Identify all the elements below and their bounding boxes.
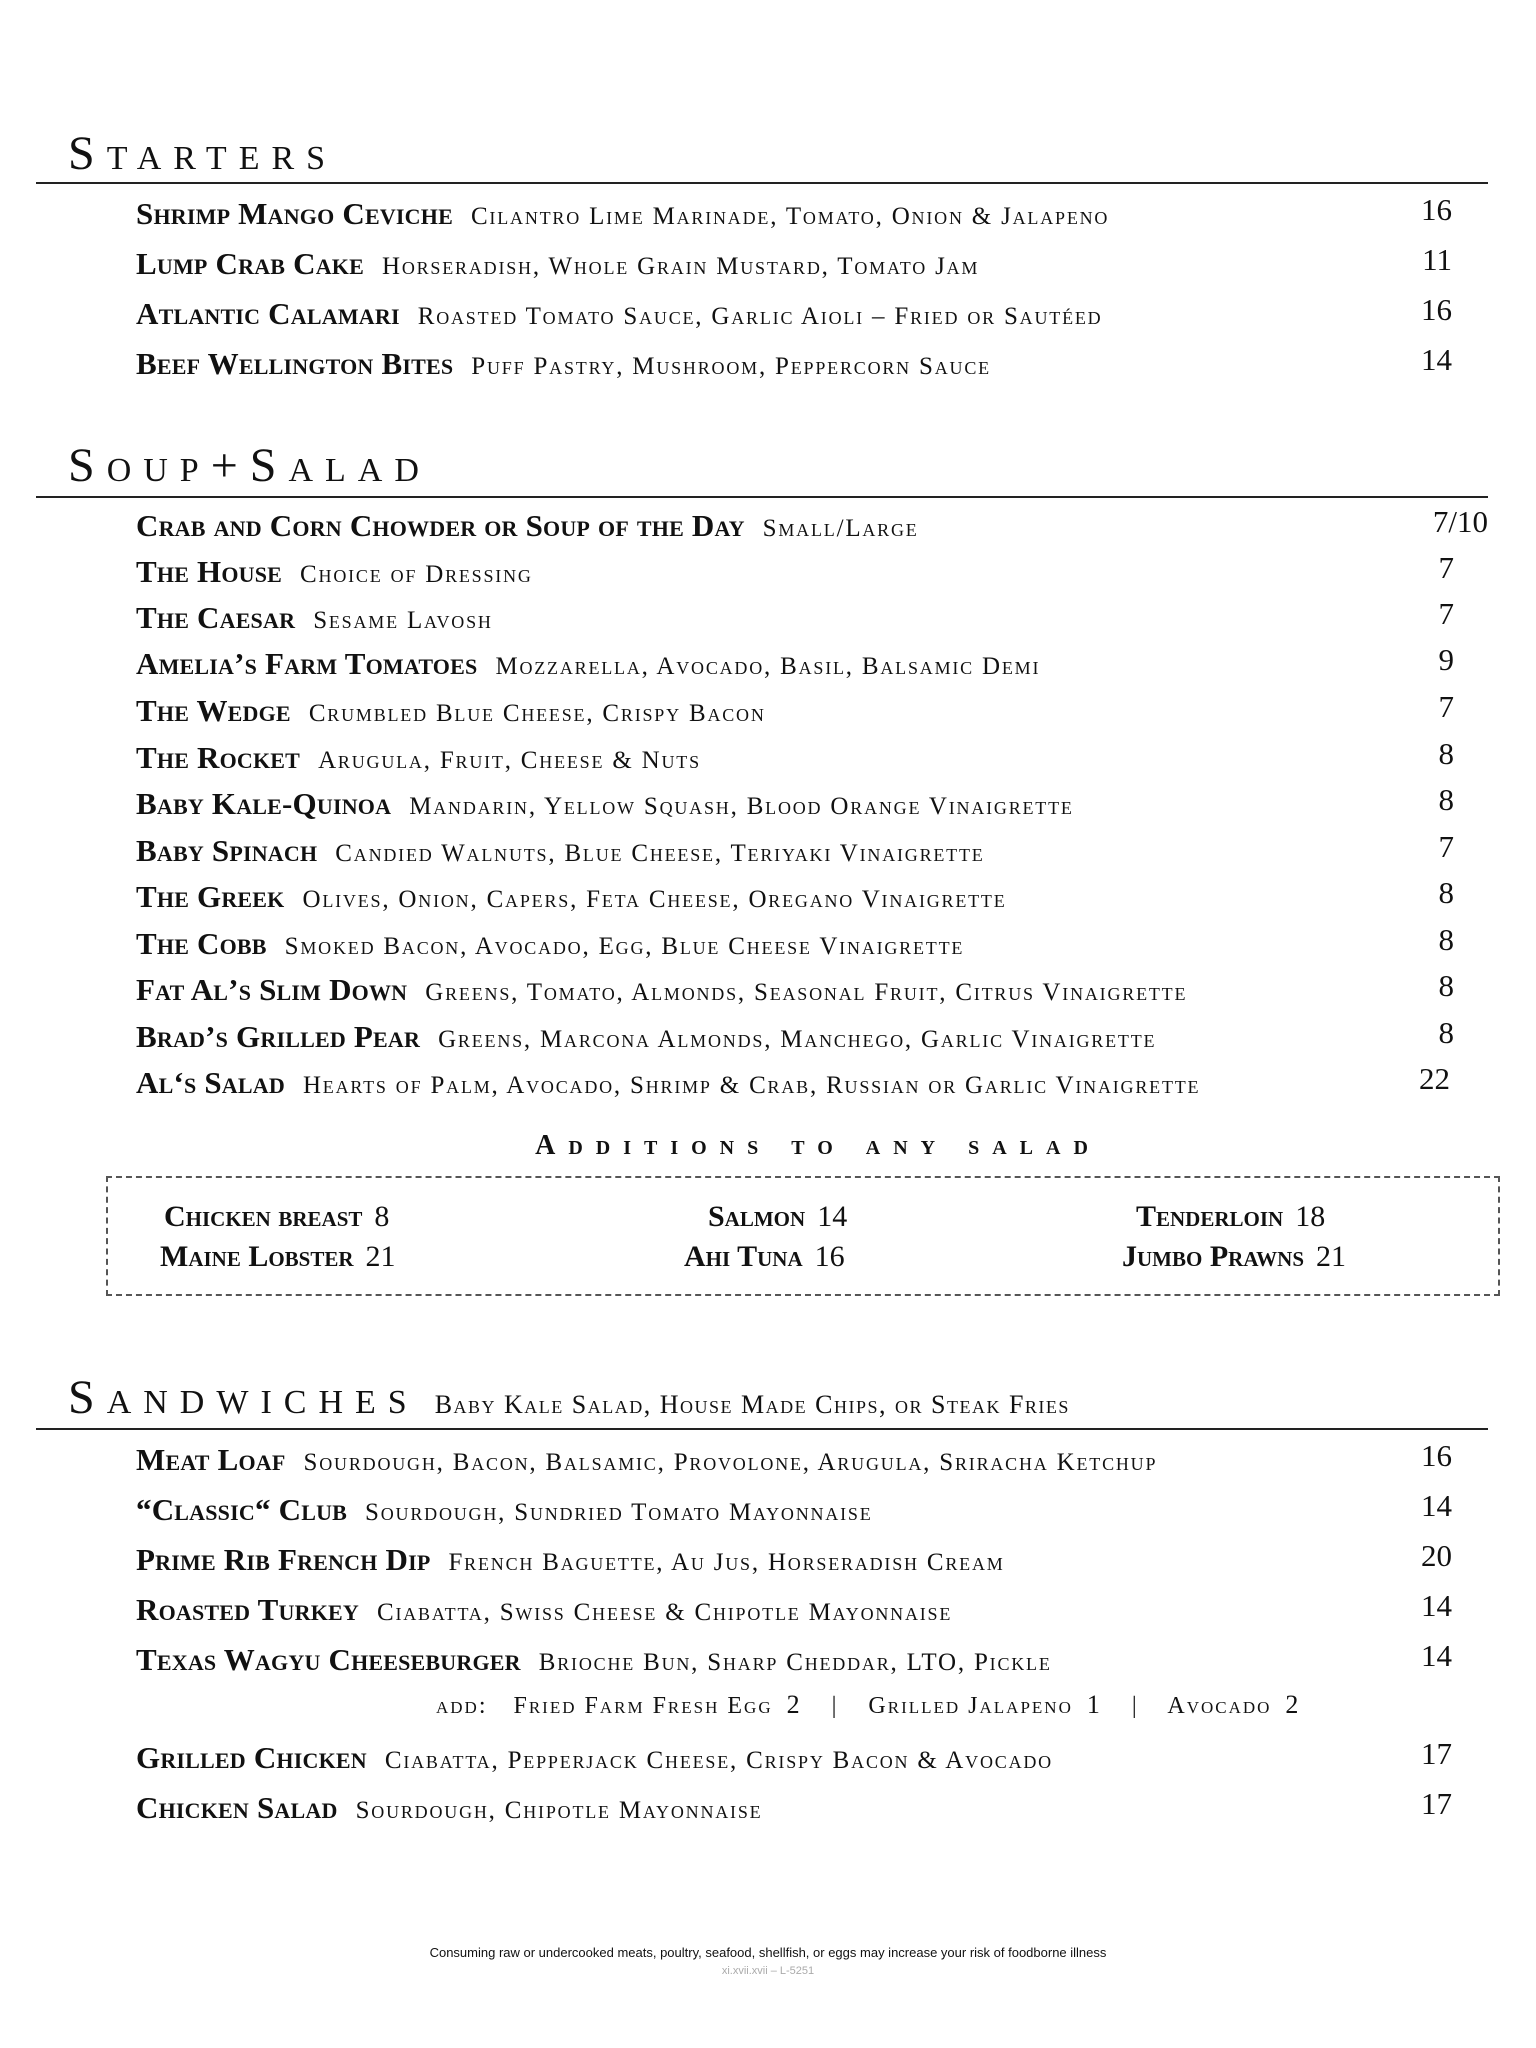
- addition-name: Tenderloin: [1136, 1200, 1284, 1233]
- item-description: Choice of Dressing: [300, 561, 533, 588]
- add-on-name: Fried Farm Fresh Egg: [513, 1693, 773, 1719]
- item-price: 8: [1438, 922, 1454, 957]
- item-description: Puff Pastry, Mushroom, Peppercorn Sauce: [471, 353, 991, 380]
- item-price: 8: [1438, 736, 1454, 771]
- addition-name: Salmon: [708, 1200, 806, 1233]
- menu-item: [136, 1061, 1452, 1105]
- menu-item: [136, 642, 1454, 686]
- allergy-warning: Consuming raw or undercooked meats, poultry, seafood, shellfish, or eggs may increase your risk of foodborne illness: [429, 1945, 1107, 1960]
- item-name: Shrimp Mango Ceviche: [136, 196, 453, 231]
- addition-name: Chicken breast: [164, 1200, 363, 1233]
- item-price: 8: [1438, 1015, 1454, 1050]
- item-description: Mozzarella, Avocado, Basil, Balsamic Demi: [495, 653, 1041, 680]
- addition-item: [1122, 1240, 1346, 1274]
- item-price: 17: [1421, 1736, 1452, 1771]
- item-description: Roasted Tomato Sauce, Garlic Aioli – Fried or Sautéed: [417, 303, 1103, 330]
- item-price: 7: [1438, 596, 1454, 631]
- menu-item: [136, 192, 1452, 236]
- addition-price: 14: [817, 1200, 848, 1233]
- item-name: Amelia’s Farm Tomatoes: [136, 646, 478, 681]
- add-on-price: 2: [786, 1690, 802, 1719]
- item-description: Sourdough, Bacon, Balsamic, Provolone, Arugula, Sriracha Ketchup: [303, 1449, 1158, 1476]
- item-description: French Baguette, Au Jus, Horseradish Cream: [448, 1549, 1005, 1576]
- menu-item: [136, 1488, 1452, 1532]
- section-title-text: Starters: [68, 127, 338, 180]
- add-label: add:: [436, 1693, 488, 1719]
- menu-code: xi.xvii.xvii – L-5251: [721, 1965, 815, 1977]
- item-price: 7: [1438, 550, 1454, 585]
- add-on-name: Grilled Jalapeno: [868, 1693, 1073, 1719]
- item-price: 7: [1438, 689, 1454, 724]
- menu-item: [136, 689, 1454, 733]
- add-on-price: 1: [1086, 1690, 1102, 1719]
- section-divider: [36, 182, 1488, 184]
- section-title-starters: [68, 126, 337, 181]
- item-description: Horseradish, Whole Grain Mustard, Tomato Jam: [381, 253, 980, 280]
- item-price: 16: [1421, 192, 1452, 227]
- item-name: Brad’s Grilled Pear: [136, 1019, 421, 1054]
- item-price: 22: [1419, 1061, 1450, 1096]
- item-description: Candied Walnuts, Blue Cheese, Teriyaki Vinaigrette: [335, 840, 985, 867]
- section-title-sandwiches: [68, 1370, 1070, 1425]
- section-title-soup-salad: [68, 438, 431, 493]
- addition-name: Maine Lobster: [160, 1240, 354, 1273]
- item-price: 8: [1438, 782, 1454, 817]
- menu-item: [136, 875, 1454, 919]
- menu-item: [136, 1538, 1452, 1582]
- item-price: 14: [1421, 1638, 1452, 1673]
- item-name: Baby Spinach: [136, 833, 318, 868]
- additions-title: Additions to any salad: [535, 1130, 1101, 1161]
- item-description: Greens, Marcona Almonds, Manchego, Garlic Vinaigrette: [438, 1026, 1157, 1053]
- menu-item: [136, 829, 1454, 873]
- additions-box: [106, 1176, 1500, 1296]
- item-name: Beef Wellington Bites: [136, 346, 454, 381]
- item-description: Greens, Tomato, Almonds, Seasonal Fruit, Citrus Vinaigrette: [425, 979, 1188, 1006]
- item-description: Sourdough, Sundried Tomato Mayonnaise: [365, 1499, 873, 1526]
- addition-item: [708, 1200, 847, 1234]
- menu-item: [136, 550, 1454, 594]
- add-on-separator: |: [831, 1693, 839, 1719]
- item-description: Ciabatta, Swiss Cheese & Chipotle Mayonnaise: [376, 1599, 953, 1626]
- section-title-text: Sandwiches: [68, 1371, 419, 1424]
- item-name: Grilled Chicken: [136, 1740, 367, 1775]
- item-description: Smoked Bacon, Avocado, Egg, Blue Cheese Vinaigrette: [284, 933, 965, 960]
- item-price: 8: [1438, 875, 1454, 910]
- item-price: 14: [1421, 1588, 1452, 1623]
- item-name: Texas Wagyu Cheeseburger: [136, 1642, 521, 1677]
- item-description: Mandarin, Yellow Squash, Blood Orange Vinaigrette: [409, 793, 1074, 820]
- item-description: Sourdough, Chipotle Mayonnaise: [355, 1797, 763, 1824]
- item-description: Brioche Bun, Sharp Cheddar, LTO, Pickle: [538, 1649, 1052, 1676]
- section-divider: [36, 1428, 1488, 1430]
- item-name: The House: [136, 554, 283, 589]
- item-description: Crumbled Blue Cheese, Crispy Bacon: [308, 700, 766, 727]
- item-price: 14: [1421, 342, 1452, 377]
- menu-item: [136, 736, 1454, 780]
- item-description: Cilantro Lime Marinade, Tomato, Onion & Jalapeno: [470, 203, 1110, 230]
- menu-item: [136, 292, 1452, 336]
- menu-item: [136, 1638, 1452, 1682]
- item-description: Ciabatta, Pepperjack Cheese, Crispy Bacon & Avocado: [384, 1747, 1053, 1774]
- item-price: 20: [1421, 1538, 1452, 1573]
- item-price: 16: [1421, 1438, 1452, 1473]
- addition-item: [164, 1200, 389, 1234]
- burger-add-ons: [436, 1690, 1300, 1720]
- item-description: Arugula, Fruit, Cheese & Nuts: [318, 747, 701, 774]
- menu-item: [136, 504, 1488, 548]
- item-name: Al‘s Salad: [136, 1065, 285, 1100]
- menu-item: [136, 922, 1454, 966]
- section-note: Baby Kale Salad, House Made Chips, or Steak Fries: [434, 1390, 1070, 1419]
- addition-item: [160, 1240, 396, 1274]
- item-description: Olives, Onion, Capers, Feta Cheese, Oregano Vinaigrette: [302, 886, 1007, 913]
- item-price: 11: [1422, 242, 1452, 277]
- menu-item: [136, 342, 1452, 386]
- item-price: 14: [1421, 1488, 1452, 1523]
- item-price: 8: [1438, 968, 1454, 1003]
- item-name: The Rocket: [136, 740, 301, 775]
- addition-item: [1136, 1200, 1325, 1234]
- item-name: Crab and Corn Chowder or Soup of the Day: [136, 508, 745, 543]
- item-name: Meat Loaf: [136, 1442, 286, 1477]
- menu-item: [136, 1588, 1452, 1632]
- item-description: Small/Large: [762, 515, 919, 542]
- item-name: The Greek: [136, 879, 285, 914]
- item-name: Atlantic Calamari: [136, 296, 400, 331]
- menu-item: [136, 1438, 1452, 1482]
- menu-item: [136, 1015, 1454, 1059]
- menu-item: [136, 596, 1454, 640]
- add-on-price: 2: [1285, 1690, 1301, 1719]
- item-description: Hearts of Palm, Avocado, Shrimp & Crab, Russian or Garlic Vinaigrette: [302, 1072, 1201, 1099]
- menu-item: [136, 242, 1452, 286]
- item-price: 9: [1438, 642, 1454, 677]
- item-name: Lump Crab Cake: [136, 246, 364, 281]
- addition-item: [684, 1240, 845, 1274]
- addition-name: Ahi Tuna: [684, 1240, 803, 1273]
- menu-item: [136, 1736, 1452, 1780]
- section-title-text: Soup+Salad: [68, 439, 431, 492]
- item-name: The Wedge: [136, 693, 291, 728]
- item-price: 7/10: [1432, 504, 1488, 539]
- addition-price: 21: [365, 1240, 396, 1273]
- section-divider: [36, 496, 1488, 498]
- item-name: “Classic“ Club: [136, 1492, 348, 1527]
- item-name: Prime Rib French Dip: [136, 1542, 431, 1577]
- add-on-separator: |: [1131, 1693, 1139, 1719]
- addition-price: 16: [814, 1240, 845, 1273]
- item-price: 16: [1421, 292, 1452, 327]
- item-description: Sesame Lavosh: [313, 607, 493, 634]
- addition-name: Jumbo Prawns: [1122, 1240, 1305, 1273]
- addition-price: 21: [1316, 1240, 1347, 1273]
- addition-price: 8: [374, 1200, 390, 1233]
- menu-item: [136, 1786, 1452, 1830]
- addition-price: 18: [1295, 1200, 1326, 1233]
- item-name: Roasted Turkey: [136, 1592, 359, 1627]
- item-name: Fat Al’s Slim Down: [136, 972, 408, 1007]
- item-name: Baby Kale-Quinoa: [136, 786, 392, 821]
- menu-item: [136, 782, 1454, 826]
- item-price: 7: [1438, 829, 1454, 864]
- item-name: Chicken Salad: [136, 1790, 338, 1825]
- add-on-name: Avocado: [1167, 1693, 1272, 1719]
- item-price: 17: [1421, 1786, 1452, 1821]
- item-name: The Cobb: [136, 926, 267, 961]
- item-name: The Caesar: [136, 600, 296, 635]
- menu-item: [136, 968, 1454, 1012]
